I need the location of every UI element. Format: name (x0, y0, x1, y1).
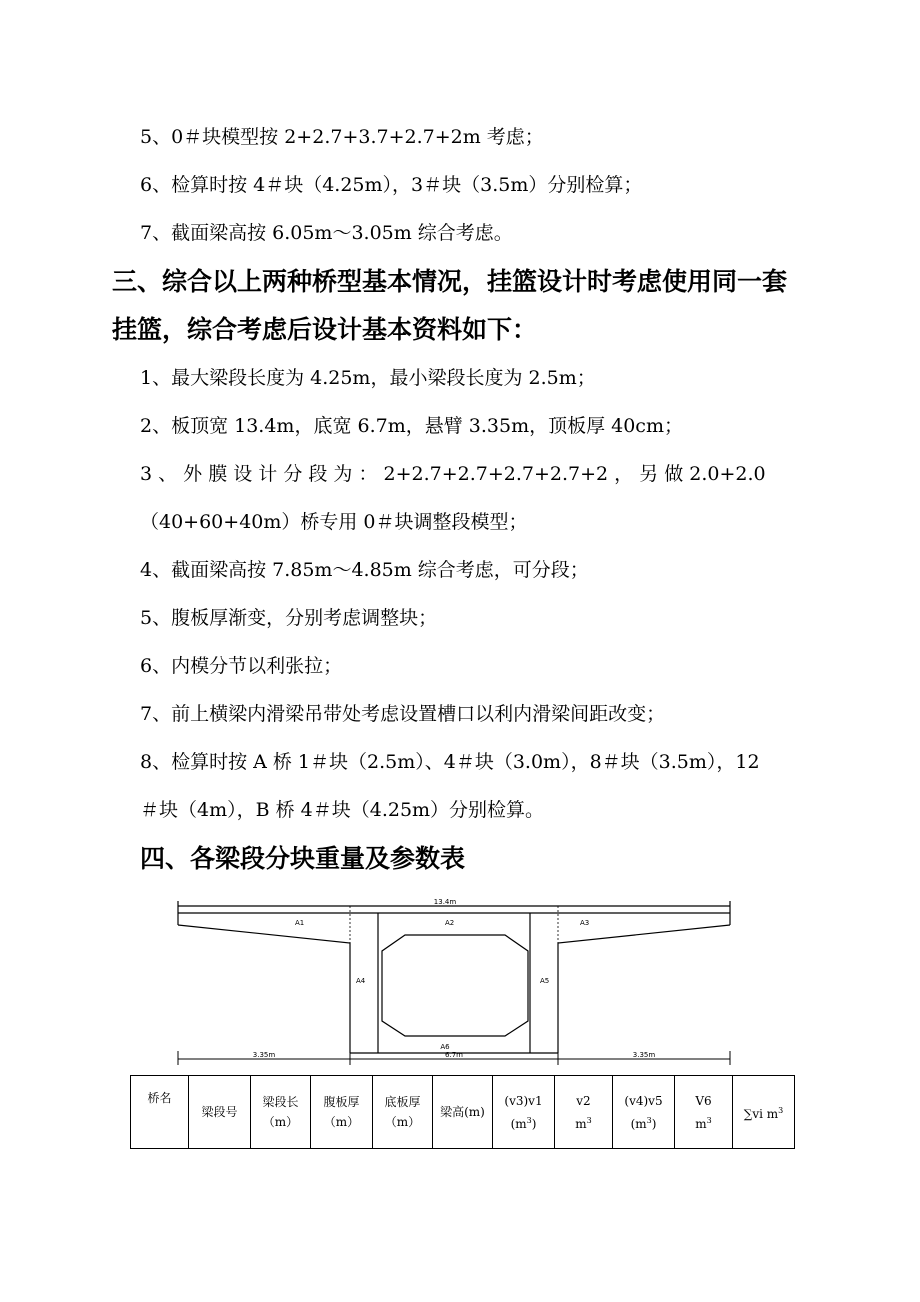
header-v4-v5: (v4)v5 $(m^3)$ (613, 1076, 675, 1149)
list-item: 1、最大梁段长度为 4.25m，最小梁段长度为 2.5m； (140, 367, 596, 389)
list-item: 6、检算时按 4＃块（4.25m），3＃块（3.5m）分别检算； (140, 174, 643, 196)
section-heading: 四、各梁段分块重量及参数表 (140, 844, 466, 873)
dim-center-label: 6.7m (445, 1051, 463, 1059)
list-item: 8、检算时按 A 桥 1＃块（2.5m）、4＃块（3.0m），8＃块（3.5m），12 (140, 751, 760, 773)
header-sum-vi: ∑vi $m^3$ (733, 1076, 795, 1149)
header-web-thickness: 腹板厚 （m） (311, 1076, 373, 1149)
dim-right-label: 3.35m (632, 1051, 656, 1059)
label-a3: A3 (580, 919, 590, 927)
dim-left-label: 3.35m (252, 1051, 276, 1059)
section-heading-continued: 挂篮，综合考虑后设计基本资料如下： (112, 315, 538, 344)
list-item: 2、板顶宽 13.4m，底宽 6.7m，悬臂 3.35m，顶板厚 40cm； (140, 415, 683, 437)
list-item: 7、前上横梁内滑梁吊带处考虑设置槽口以利内滑梁间距改变； (140, 703, 666, 725)
header-beam-height: 梁高(m) (433, 1076, 493, 1149)
list-item: 3 、 外 膜 设 计 分 段 为 ： 2+2.7+2.7+2.7+2.7+2 ， 另 做 2.0+2.0 (140, 463, 766, 485)
header-segment-length: 梁段长 （m） (251, 1076, 311, 1149)
label-a4: A4 (356, 977, 366, 985)
list-item: 4、截面梁高按 7.85m～4.85m 综合考虑，可分段； (140, 559, 589, 581)
inner-cell (382, 935, 528, 1036)
list-item: 6、内模分节以利张拉； (140, 655, 343, 677)
left-cantilever (178, 925, 350, 948)
header-segment-no: 梁段号 (189, 1076, 251, 1149)
list-item: 5、0＃块模型按 2+2.7+3.7+2.7+2m 考虑； (140, 126, 544, 148)
label-a5: A5 (540, 977, 550, 985)
box-girder-cross-section-diagram (160, 893, 760, 1068)
label-a1: A1 (295, 919, 305, 927)
label-a2: A2 (445, 919, 455, 927)
list-item: 5、腹板厚渐变，分别考虑调整块； (140, 607, 438, 629)
section-heading: 三、综合以上两种桥型基本情况，挂篮设计时考虑使用同一套 (112, 267, 788, 296)
header-bridge-name: 桥名 (131, 1076, 189, 1149)
list-item: 7、截面梁高按 6.05m～3.05m 综合考虑。 (140, 222, 513, 244)
table-header-row (131, 1076, 795, 1149)
header-v6: V6 $m^3$ (675, 1076, 733, 1149)
header-v2: v2 $m^3$ (555, 1076, 613, 1149)
header-v3-v1: (v3)v1 $(m^3)$ (493, 1076, 555, 1149)
right-cantilever (558, 925, 730, 948)
list-item: （40+60+40m）桥专用 0＃块调整段模型； (140, 511, 528, 533)
header-bottom-thickness: 底板厚 （m） (373, 1076, 433, 1149)
top-width-label: 13.4m (433, 898, 457, 906)
list-item: ＃块（4m），B 桥 4＃块（4.25m）分别检算。 (140, 799, 545, 821)
label-a6: A6 (440, 1043, 450, 1051)
segment-parameter-table (130, 1075, 795, 1149)
